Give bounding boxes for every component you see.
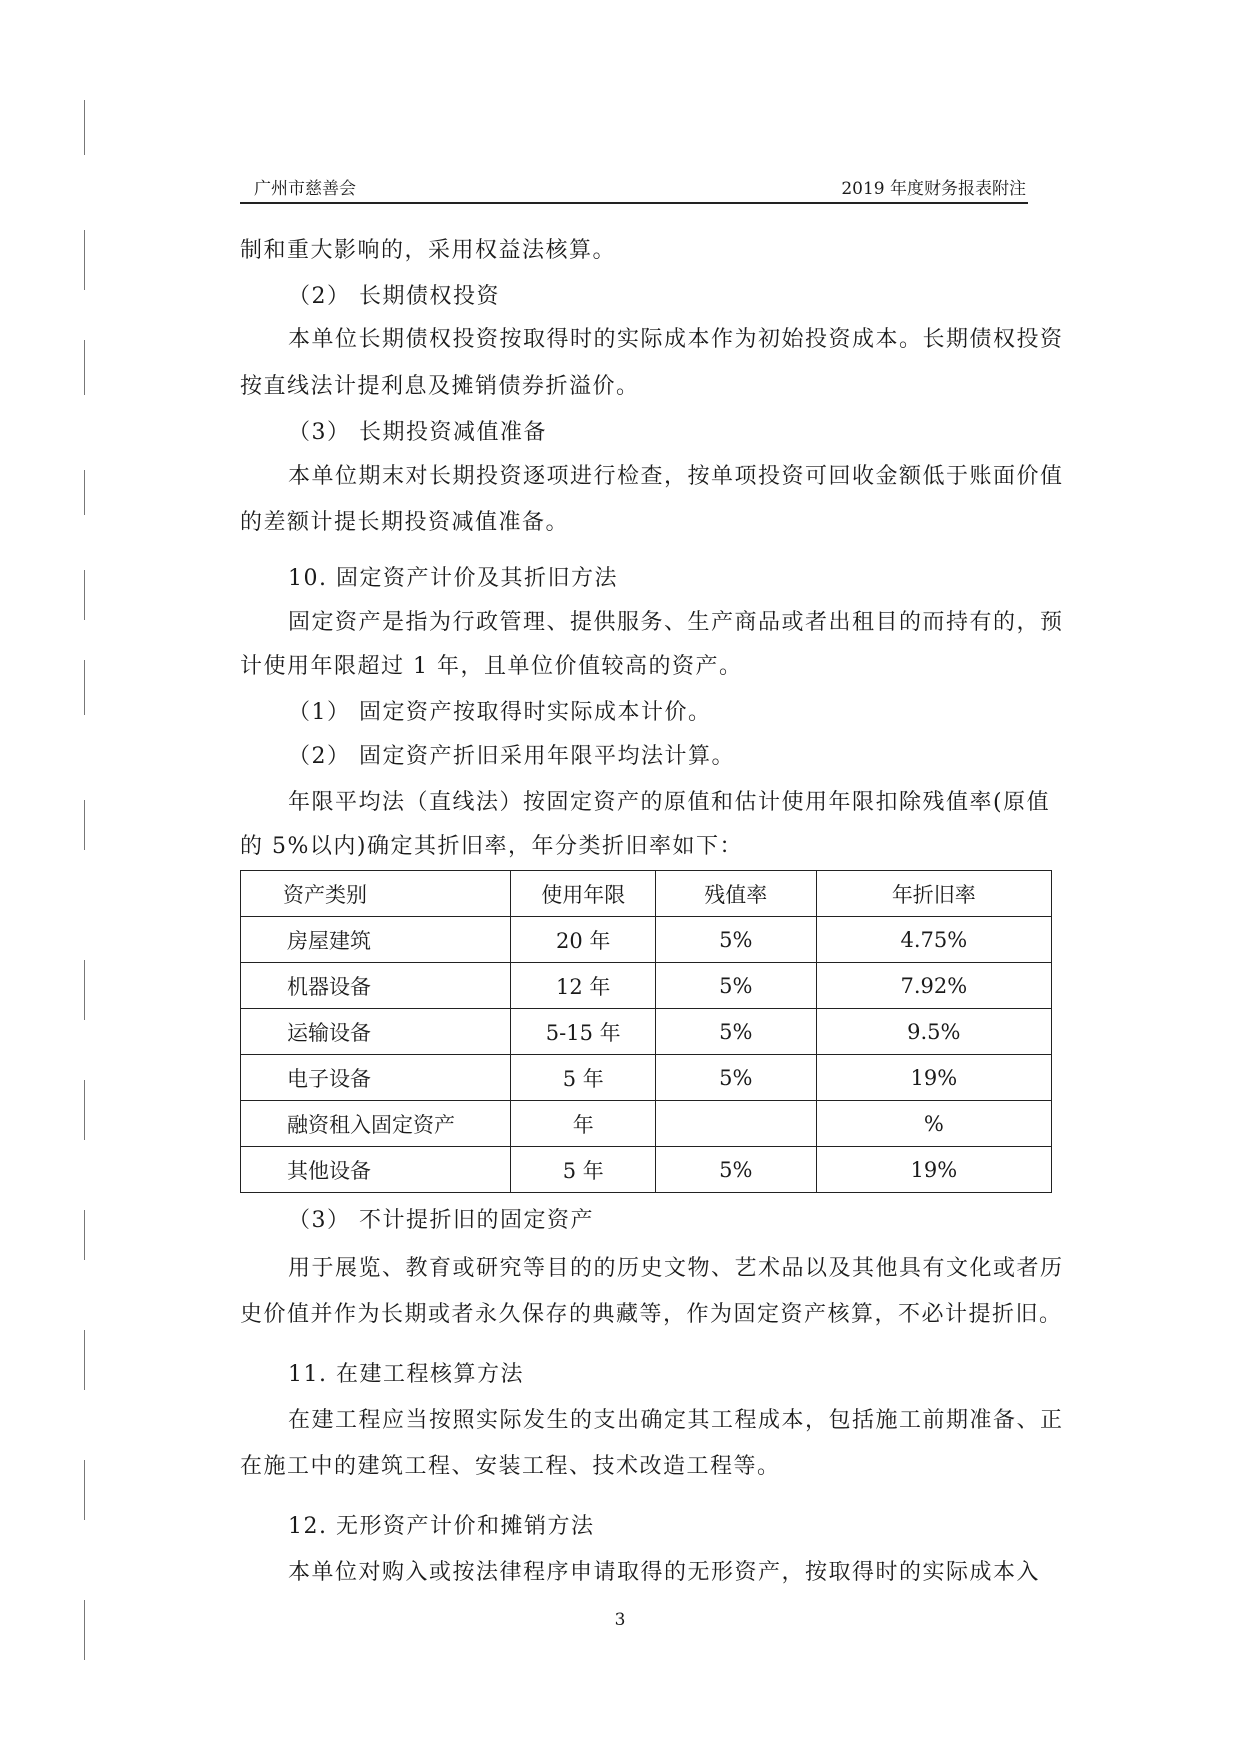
cell-useful-life: 年 bbox=[511, 1101, 655, 1147]
subheading-no-depreciation: （3） 不计提折旧的固定资产 bbox=[288, 1208, 594, 1233]
col-header-annual-rate: 年折旧率 bbox=[816, 871, 1051, 917]
subheading-cost-basis: （1） 固定资产按取得时实际成本计价。 bbox=[288, 700, 712, 725]
cell-annual-rate: 7.92% bbox=[816, 963, 1051, 1009]
table-row bbox=[241, 1101, 1052, 1147]
cell-residual-rate: 5% bbox=[655, 963, 816, 1009]
scan-edge-marks bbox=[84, 100, 88, 1720]
paragraph-line: 的 5%以内)确定其折旧率，年分类折旧率如下： bbox=[240, 834, 743, 859]
cell-useful-life: 12 年 bbox=[511, 963, 655, 1009]
cell-residual-rate: 5% bbox=[655, 1055, 816, 1101]
paragraph-line: 按直线法计提利息及摊销债券折溢价。 bbox=[240, 374, 640, 399]
paragraph-line: 年限平均法（直线法）按固定资产的原值和估计使用年限扣除残值率(原值 bbox=[288, 790, 1051, 815]
header-doc-title: 2019 年度财务报表附注 bbox=[841, 179, 1026, 199]
cell-asset-type: 机器设备 bbox=[241, 963, 511, 1009]
subheading-long-term-debt: （2） 长期债权投资 bbox=[288, 284, 500, 309]
table-row bbox=[241, 917, 1052, 963]
paragraph-line: 本单位对购入或按法律程序申请取得的无形资产，按取得时的实际成本入 bbox=[288, 1560, 1041, 1585]
cell-useful-life: 20 年 bbox=[511, 917, 655, 963]
paragraph-line: 史价值并作为长期或者永久保存的典藏等，作为固定资产核算，不必计提折旧。 bbox=[240, 1302, 1063, 1327]
cell-annual-rate: 19% bbox=[816, 1055, 1051, 1101]
cell-annual-rate: 19% bbox=[816, 1147, 1051, 1193]
section-heading-10: 10. 固定资产计价及其折旧方法 bbox=[288, 566, 618, 591]
paragraph-line: 在施工中的建筑工程、安装工程、技术改造工程等。 bbox=[240, 1454, 781, 1479]
page-header bbox=[240, 168, 1028, 204]
section-heading-11: 11. 在建工程核算方法 bbox=[288, 1362, 524, 1387]
table-row bbox=[241, 1009, 1052, 1055]
cell-annual-rate: 4.75% bbox=[816, 917, 1051, 963]
col-header-asset-type: 资产类别 bbox=[241, 871, 511, 917]
cell-asset-type: 运输设备 bbox=[241, 1009, 511, 1055]
table-row bbox=[241, 963, 1052, 1009]
paragraph-line: 的差额计提长期投资减值准备。 bbox=[240, 510, 570, 535]
cell-annual-rate: % bbox=[816, 1101, 1051, 1147]
header-org-name: 广州市慈善会 bbox=[254, 179, 356, 199]
cell-residual-rate: 5% bbox=[655, 1009, 816, 1055]
page-number: 3 bbox=[614, 1610, 626, 1630]
cell-asset-type: 融资租入固定资产 bbox=[241, 1101, 511, 1147]
depreciation-rate-table bbox=[240, 870, 1052, 1193]
cell-residual-rate bbox=[655, 1101, 816, 1147]
subheading-impairment: （3） 长期投资减值准备 bbox=[288, 420, 547, 445]
cell-asset-type: 房屋建筑 bbox=[241, 917, 511, 963]
col-header-residual-rate: 残值率 bbox=[655, 871, 816, 917]
cell-residual-rate: 5% bbox=[655, 917, 816, 963]
cell-annual-rate: 9.5% bbox=[816, 1009, 1051, 1055]
paragraph-line: 本单位长期债权投资按取得时的实际成本作为初始投资成本。长期债权投资 bbox=[288, 327, 1064, 352]
cell-useful-life: 5-15 年 bbox=[511, 1009, 655, 1055]
table-header-row bbox=[241, 871, 1052, 917]
paragraph-line: 制和重大影响的，采用权益法核算。 bbox=[240, 238, 617, 263]
table-row bbox=[241, 1147, 1052, 1193]
cell-asset-type: 其他设备 bbox=[241, 1147, 511, 1193]
cell-useful-life: 5 年 bbox=[511, 1147, 655, 1193]
paragraph-line: 用于展览、教育或研究等目的的历史文物、艺术品以及其他具有文化或者历 bbox=[288, 1256, 1064, 1281]
table-row bbox=[241, 1055, 1052, 1101]
paragraph-line: 固定资产是指为行政管理、提供服务、生产商品或者出租目的而持有的，预 bbox=[288, 610, 1064, 635]
paragraph-line: 在建工程应当按照实际发生的支出确定其工程成本，包括施工前期准备、正 bbox=[288, 1408, 1064, 1433]
section-heading-12: 12. 无形资产计价和摊销方法 bbox=[288, 1514, 595, 1539]
cell-asset-type: 电子设备 bbox=[241, 1055, 511, 1101]
col-header-useful-life: 使用年限 bbox=[511, 871, 655, 917]
paragraph-line: 本单位期末对长期投资逐项进行检查，按单项投资可回收金额低于账面价值 bbox=[288, 464, 1064, 489]
cell-useful-life: 5 年 bbox=[511, 1055, 655, 1101]
paragraph-line: 计使用年限超过 1 年，且单位价值较高的资产。 bbox=[240, 654, 743, 679]
cell-residual-rate: 5% bbox=[655, 1147, 816, 1193]
subheading-straight-line: （2） 固定资产折旧采用年限平均法计算。 bbox=[288, 744, 735, 769]
